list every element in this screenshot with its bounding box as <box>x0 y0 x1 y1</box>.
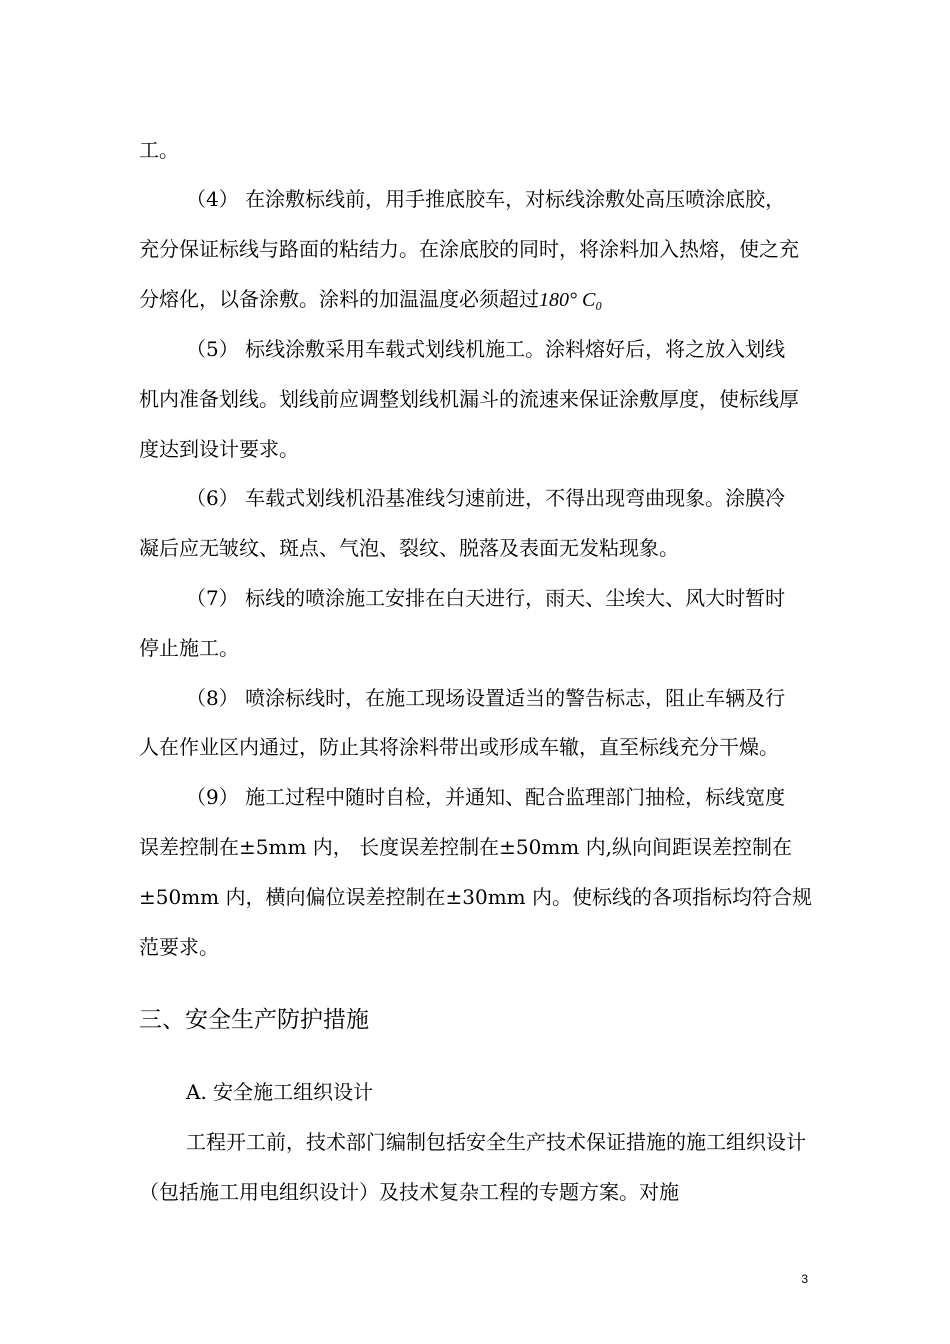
list-item-7-line-1: （7） 标线的喷涂施工安排在白天进行，雨天、尘埃大、风大时暂时 <box>186 586 786 610</box>
list-item-4-line-3-text: 分熔化，以备涂敷。涂料的加温温度必须超过 <box>139 287 539 311</box>
section-heading: 三、安全生产防护措施 <box>139 1007 369 1033</box>
body-line: 工。 <box>139 138 179 162</box>
list-item-5-line-3: 度达到设计要求。 <box>139 437 299 461</box>
paragraph-line-1: 工程开工前，技术部门编制包括安全生产技术保证措施的施工组织设计 <box>186 1130 806 1154</box>
paragraph-line-2: （包括施工用电组织设计）及技术复杂工程的专题方案。对施 <box>139 1180 679 1204</box>
list-item-7-line-2: 停止施工。 <box>139 636 239 660</box>
list-item-4-line-3 <box>139 286 602 313</box>
temperature-value: 180° C₀ <box>539 289 603 311</box>
list-item-9-line-4: 范要求。 <box>139 935 219 959</box>
list-item-8-line-1: （8） 喷涂标线时，在施工现场设置适当的警告标志，阻止车辆及行 <box>186 686 786 710</box>
page-number: 3 <box>801 1272 808 1286</box>
list-item-9-line-2: 误差控制在±5mm 内， 长度误差控制在±50mm 内,纵向间距误差控制在 <box>139 835 792 859</box>
list-item-5-line-1: （5） 标线涂敷采用车载式划线机施工。涂料熔好后，将之放入划线 <box>186 337 786 361</box>
list-item-8-line-2: 人在作业区内通过，防止其将涂料带出或形成车辙，直至标线充分干燥。 <box>139 735 779 759</box>
subsection-heading: A. 安全施工组织设计 <box>186 1080 374 1104</box>
list-item-5-line-2: 机内准备划线。划线前应调整划线机漏斗的流速来保证涂敷厚度，使标线厚 <box>139 387 799 411</box>
list-item-4-line-1: （4） 在涂敷标线前，用手推底胶车，对标线涂敷处高压喷涂底胶， <box>186 187 786 211</box>
list-item-6-line-1: （6） 车载式划线机沿基准线匀速前进，不得出现弯曲现象。涂膜冷 <box>186 486 786 510</box>
list-item-6-line-2: 凝后应无皱纹、斑点、气泡、裂纹、脱落及表面无发粘现象。 <box>139 536 679 560</box>
list-item-9-line-1: （9） 施工过程中随时自检，并通知、配合监理部门抽检，标线宽度 <box>186 785 786 809</box>
list-item-9-line-3: ±50mm 内，横向偏位误差控制在±30mm 内。使标线的各项指标均符合规 <box>139 885 812 909</box>
list-item-4-line-2: 充分保证标线与路面的粘结力。在涂底胶的同时，将涂料加入热熔，使之充 <box>139 237 799 261</box>
